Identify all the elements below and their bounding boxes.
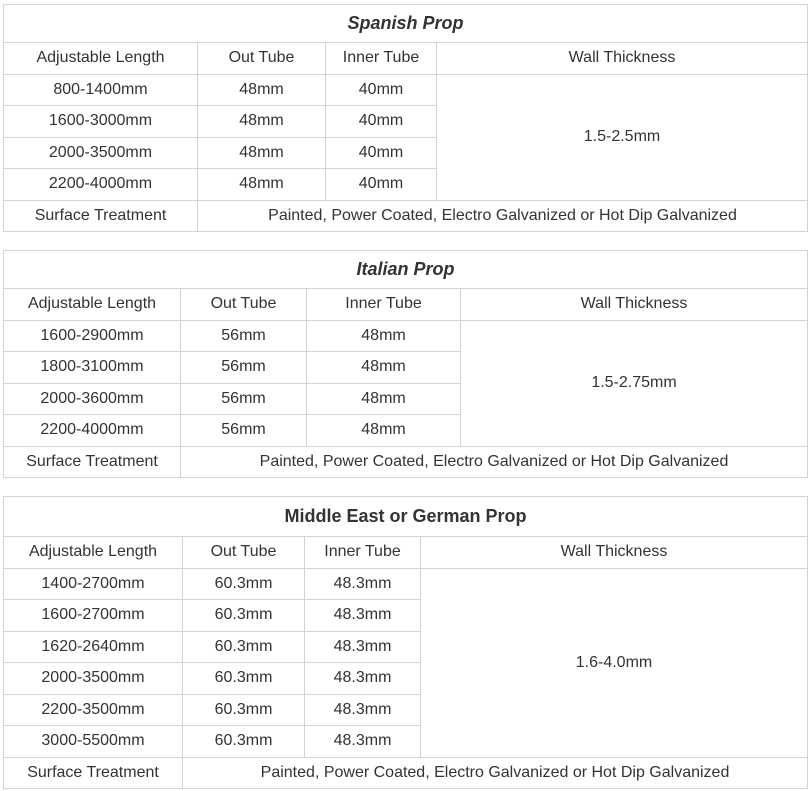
surface-treatment-row bbox=[4, 446, 808, 478]
column-header: Wall Thickness bbox=[437, 43, 808, 75]
out-tube-cell: 56mm bbox=[181, 352, 307, 384]
wall-thickness-cell: 1.6-4.0mm bbox=[421, 568, 808, 757]
surface-treatment-row bbox=[4, 757, 808, 789]
column-header: Adjustable Length bbox=[4, 43, 198, 75]
surface-treatment-value: Painted, Power Coated, Electro Galvanized or Hot Dip Galvanized bbox=[183, 757, 808, 789]
length-cell: 2000-3600mm bbox=[4, 383, 181, 415]
wall-thickness-cell: 1.5-2.75mm bbox=[461, 320, 808, 446]
out-tube-cell: 60.3mm bbox=[183, 568, 305, 600]
inner-tube-cell: 48.3mm bbox=[305, 631, 421, 663]
length-cell: 2200-3500mm bbox=[4, 694, 183, 726]
inner-tube-cell: 48.3mm bbox=[305, 663, 421, 695]
table-header-row bbox=[4, 43, 808, 75]
surface-treatment-value: Painted, Power Coated, Electro Galvanized or Hot Dip Galvanized bbox=[181, 446, 808, 478]
column-header: Out Tube bbox=[181, 289, 307, 321]
inner-tube-cell: 40mm bbox=[326, 137, 437, 169]
length-cell: 1600-2700mm bbox=[4, 600, 183, 632]
surface-treatment-label: Surface Treatment bbox=[4, 200, 198, 232]
column-header: Adjustable Length bbox=[4, 289, 181, 321]
table-header-row bbox=[4, 289, 808, 321]
column-header: Adjustable Length bbox=[4, 537, 183, 569]
table-title: Spanish Prop bbox=[4, 5, 808, 43]
out-tube-cell: 48mm bbox=[198, 106, 326, 138]
inner-tube-cell: 40mm bbox=[326, 169, 437, 201]
column-header: Wall Thickness bbox=[461, 289, 808, 321]
out-tube-cell: 48mm bbox=[198, 74, 326, 106]
surface-treatment-label: Surface Treatment bbox=[4, 757, 183, 789]
surface-treatment-value: Painted, Power Coated, Electro Galvanized or Hot Dip Galvanized bbox=[198, 200, 808, 232]
column-header: Inner Tube bbox=[305, 537, 421, 569]
column-header: Inner Tube bbox=[307, 289, 461, 321]
inner-tube-cell: 48mm bbox=[307, 320, 461, 352]
out-tube-cell: 60.3mm bbox=[183, 726, 305, 758]
length-cell: 1600-2900mm bbox=[4, 320, 181, 352]
column-header: Out Tube bbox=[198, 43, 326, 75]
column-header: Out Tube bbox=[183, 537, 305, 569]
length-cell: 2200-4000mm bbox=[4, 169, 198, 201]
length-cell: 1620-2640mm bbox=[4, 631, 183, 663]
inner-tube-cell: 40mm bbox=[326, 74, 437, 106]
column-header: Wall Thickness bbox=[421, 537, 808, 569]
inner-tube-cell: 48.3mm bbox=[305, 726, 421, 758]
length-cell: 1400-2700mm bbox=[4, 568, 183, 600]
column-header: Inner Tube bbox=[326, 43, 437, 75]
table-title: Middle East or German Prop bbox=[4, 497, 808, 537]
surface-treatment-label: Surface Treatment bbox=[4, 446, 181, 478]
table-title-row bbox=[4, 251, 808, 289]
inner-tube-cell: 48mm bbox=[307, 383, 461, 415]
out-tube-cell: 60.3mm bbox=[183, 631, 305, 663]
italian-prop-table bbox=[3, 250, 808, 478]
table-row bbox=[4, 320, 808, 352]
out-tube-cell: 60.3mm bbox=[183, 663, 305, 695]
inner-tube-cell: 48mm bbox=[307, 415, 461, 447]
table-row bbox=[4, 74, 808, 106]
table-row bbox=[4, 568, 808, 600]
inner-tube-cell: 48mm bbox=[307, 352, 461, 384]
spanish-prop-table bbox=[3, 4, 808, 232]
out-tube-cell: 56mm bbox=[181, 415, 307, 447]
inner-tube-cell: 48.3mm bbox=[305, 568, 421, 600]
length-cell: 2000-3500mm bbox=[4, 137, 198, 169]
inner-tube-cell: 48.3mm bbox=[305, 600, 421, 632]
length-cell: 800-1400mm bbox=[4, 74, 198, 106]
length-cell: 1800-3100mm bbox=[4, 352, 181, 384]
length-cell: 2200-4000mm bbox=[4, 415, 181, 447]
length-cell: 2000-3500mm bbox=[4, 663, 183, 695]
table-title: Italian Prop bbox=[4, 251, 808, 289]
middle-east-german-prop-table bbox=[3, 496, 808, 789]
wall-thickness-cell: 1.5-2.5mm bbox=[437, 74, 808, 200]
out-tube-cell: 60.3mm bbox=[183, 600, 305, 632]
length-cell: 3000-5500mm bbox=[4, 726, 183, 758]
out-tube-cell: 60.3mm bbox=[183, 694, 305, 726]
table-title-row bbox=[4, 497, 808, 537]
out-tube-cell: 48mm bbox=[198, 137, 326, 169]
out-tube-cell: 56mm bbox=[181, 320, 307, 352]
out-tube-cell: 48mm bbox=[198, 169, 326, 201]
table-header-row bbox=[4, 537, 808, 569]
length-cell: 1600-3000mm bbox=[4, 106, 198, 138]
inner-tube-cell: 48.3mm bbox=[305, 694, 421, 726]
surface-treatment-row bbox=[4, 200, 808, 232]
out-tube-cell: 56mm bbox=[181, 383, 307, 415]
table-title-row bbox=[4, 5, 808, 43]
inner-tube-cell: 40mm bbox=[326, 106, 437, 138]
